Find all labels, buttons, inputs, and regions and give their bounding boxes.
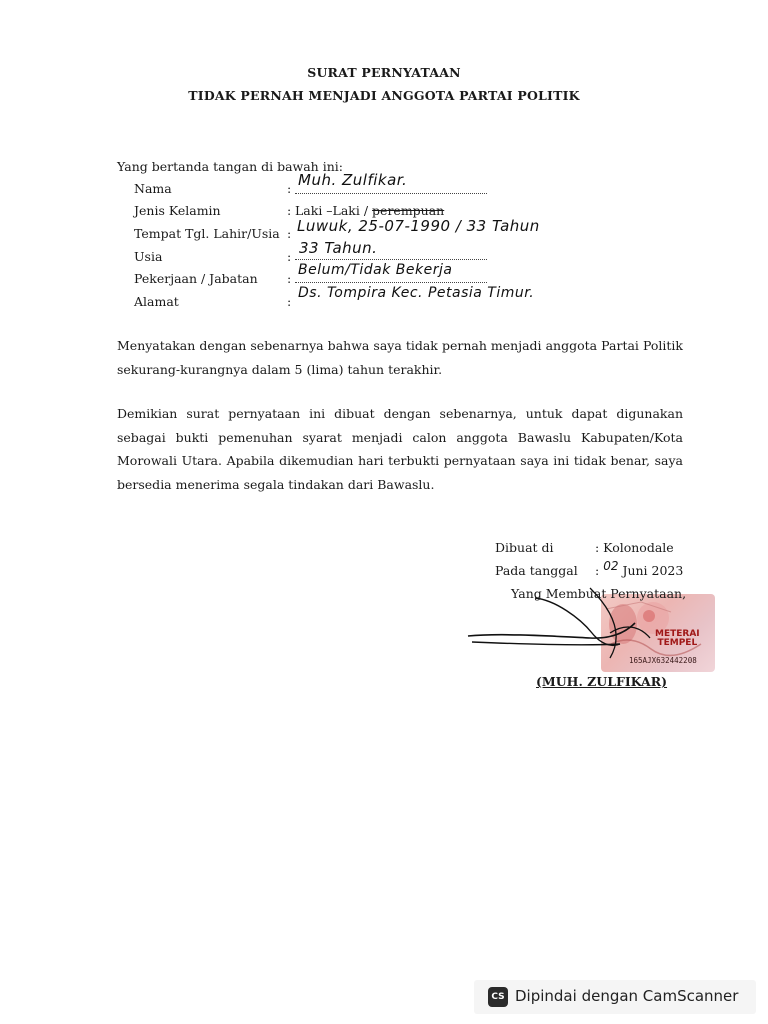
field-label-jenis-kelamin: Jenis Kelamin <box>134 203 221 218</box>
camscanner-text: Dipindai dengan CamScanner <box>515 987 739 1005</box>
field-value-tempat-lahir: Luwuk, 25-07-1990 / 33 Tahun <box>297 217 540 235</box>
field-label-pekerjaan: Pekerjaan / Jabatan <box>134 271 258 286</box>
date-label: Pada tanggal <box>495 563 578 578</box>
field-colon: : <box>287 249 292 264</box>
field-colon: : <box>287 271 292 286</box>
signer-name: (MUH. ZULFIKAR) <box>536 674 668 689</box>
field-colon: : <box>287 181 292 196</box>
field-value-alamat: Ds. Tompira Kec. Petasia Timur. <box>298 285 535 301</box>
document-title: SURAT PERNYATAAN <box>307 65 461 80</box>
field-dotted-line <box>295 282 487 283</box>
field-value-pekerjaan: Belum/Tidak Bekerja <box>298 262 453 278</box>
field-colon: : <box>287 294 292 309</box>
signer-title: Yang Membuat Pernyataan, <box>511 586 687 601</box>
made-at-label: Dibuat di <box>495 540 554 555</box>
document-subtitle: TIDAK PERNAH MENJADI ANGGOTA PARTAI POLITIK <box>188 88 580 103</box>
stamp-serial: 165AJX632442208 <box>629 656 697 665</box>
closing-paragraph: Demikian surat pernyataan ini dibuat dengan sebenarnya, untuk dapat digunakan sebagai bukti pemenuhan syarat menjadi calon anggota Bawaslu Kabupaten/Kota Morowali Utara. Apabila dikemudian hari terbukti pernyataan saya ini tidak benar, saya bersedia menerima segala tindakan dari Bawaslu. <box>117 406 683 492</box>
camscanner-icon: CS <box>488 987 508 1007</box>
stamp-label-line1: METERAI <box>655 629 700 639</box>
field-dotted-line <box>295 259 487 260</box>
field-label-alamat: Alamat <box>134 294 179 309</box>
stamp-label-line2: TEMPEL <box>657 638 698 648</box>
field-label-nama: Nama <box>134 181 172 196</box>
gender-male-option: Laki –Laki / <box>295 203 373 218</box>
date-month-year: Juni 2023 <box>618 563 684 578</box>
field-colon: : <box>287 226 292 241</box>
statement-paragraph: Menyatakan dengan sebenarnya bahwa saya tidak pernah menjadi anggota Partai Politik sekurang-kurangnya dalam 5 (lima) tahun terakhir. <box>117 338 683 377</box>
made-at-value: : Kolonodale <box>595 540 674 555</box>
field-dotted-line <box>295 193 487 194</box>
field-value-usia: 33 Tahun. <box>299 239 378 257</box>
date-value <box>595 559 684 578</box>
gender-female-option: perempuan <box>372 203 445 218</box>
field-colon: : <box>287 203 292 218</box>
field-label-usia: Usia <box>134 249 163 264</box>
field-label-tempat-lahir: Tempat Tgl. Lahir/Usia <box>134 226 280 241</box>
intro-text: Yang bertanda tangan di bawah ini: <box>117 159 343 174</box>
date-day-handwritten: 02 <box>603 559 619 573</box>
field-value-nama: Muh. Zulfikar. <box>298 171 408 189</box>
field-value-jenis-kelamin <box>295 203 444 218</box>
date-colon: : <box>595 563 604 578</box>
